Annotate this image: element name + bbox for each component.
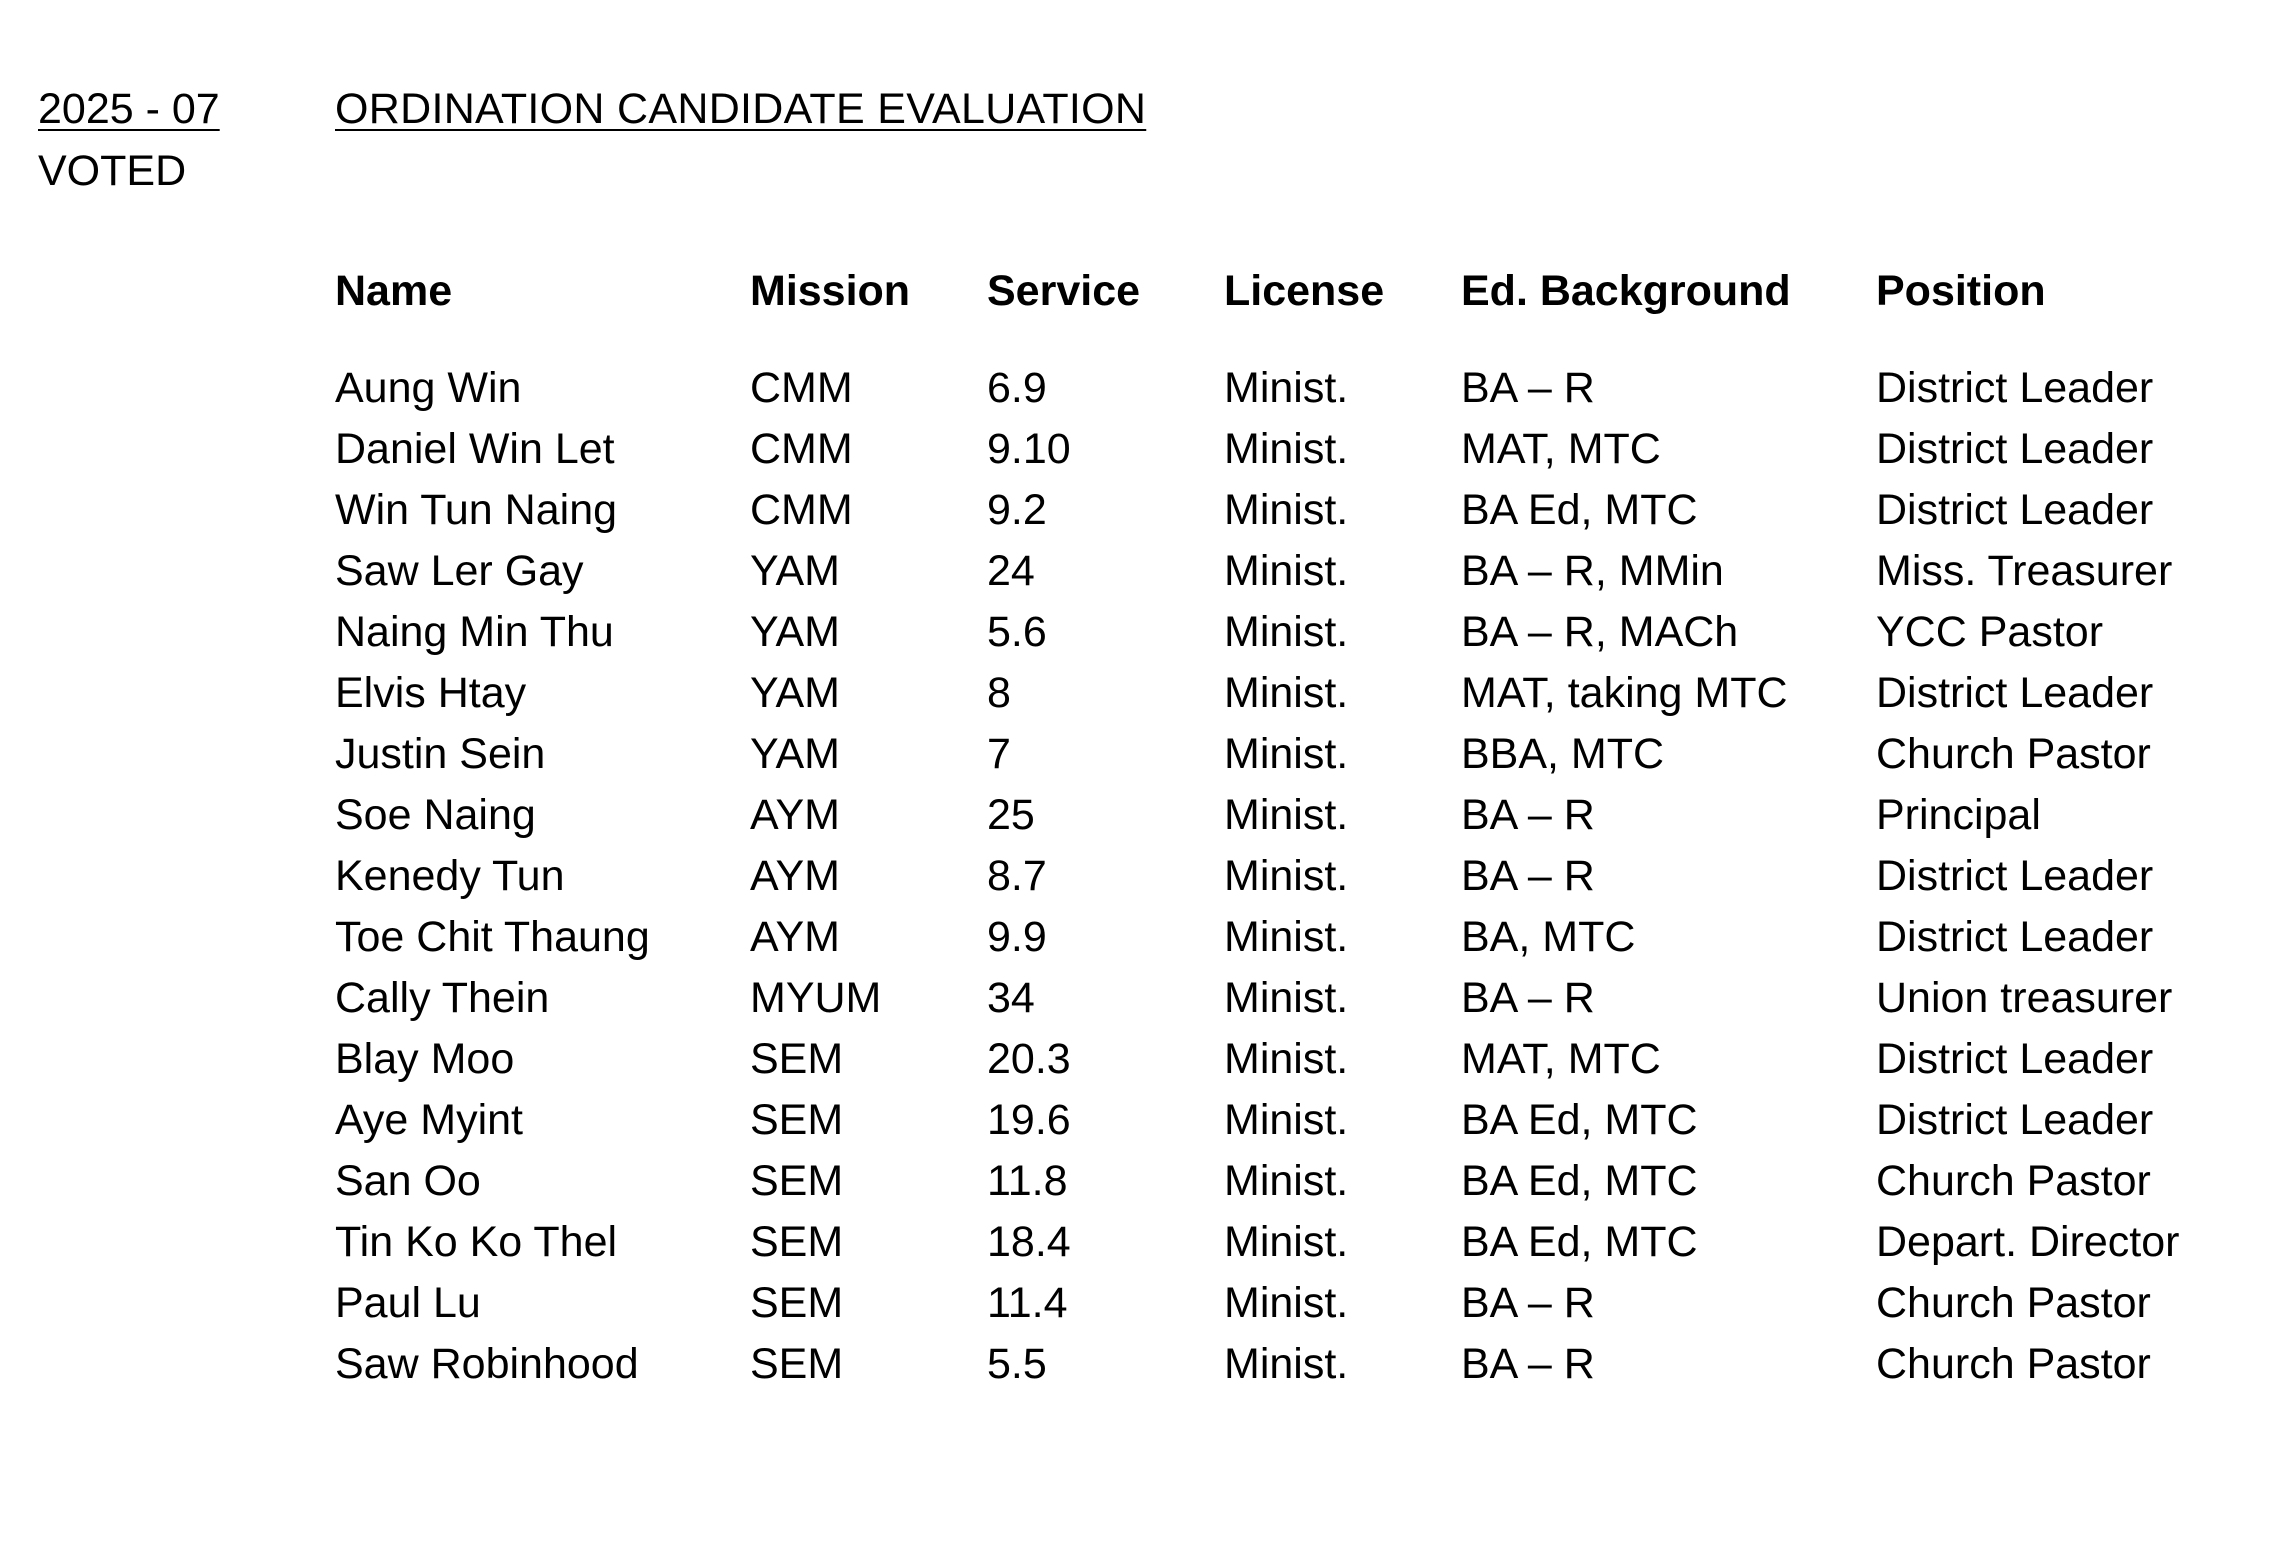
candidate-position: Church Pastor <box>1876 730 2151 778</box>
candidate-mission: YAM <box>750 547 840 595</box>
table-row <box>335 663 2236 724</box>
candidate-position: Principal <box>1876 791 2041 839</box>
table-row <box>335 1273 2236 1334</box>
candidate-ed-background: BA Ed, MTC <box>1461 486 1698 534</box>
candidate-name: San Oo <box>335 1157 481 1205</box>
candidate-license: Minist. <box>1224 1340 1349 1388</box>
candidate-service: 25 <box>987 791 1035 839</box>
table-row <box>335 480 2236 541</box>
candidate-service: 11.8 <box>987 1157 1068 1205</box>
candidate-ed-background: BA Ed, MTC <box>1461 1157 1698 1205</box>
candidate-position: Union treasurer <box>1876 974 2173 1022</box>
candidate-license: Minist. <box>1224 1035 1349 1083</box>
candidate-license: Minist. <box>1224 852 1349 900</box>
candidate-mission: CMM <box>750 486 853 534</box>
candidate-service: 8.7 <box>987 852 1047 900</box>
action-status: VOTED <box>38 147 187 195</box>
candidate-position: District Leader <box>1876 852 2154 900</box>
candidate-position: District Leader <box>1876 486 2154 534</box>
candidate-name: Tin Ko Ko Thel <box>335 1218 618 1266</box>
candidate-mission: YAM <box>750 608 840 656</box>
candidate-ed-background: MAT, taking MTC <box>1461 669 1788 717</box>
table-row <box>335 1029 2236 1090</box>
candidate-name: Kenedy Tun <box>335 852 565 900</box>
candidate-mission: AYM <box>750 852 840 900</box>
candidate-name: Daniel Win Let <box>335 425 615 473</box>
action-reference <box>38 78 220 202</box>
candidate-name: Cally Thein <box>335 974 550 1022</box>
candidate-name: Soe Naing <box>335 791 536 839</box>
candidate-service: 8 <box>987 669 1011 717</box>
candidate-license: Minist. <box>1224 425 1349 473</box>
candidate-license: Minist. <box>1224 669 1349 717</box>
candidate-license: Minist. <box>1224 791 1349 839</box>
candidate-mission: CMM <box>750 425 853 473</box>
candidate-position: District Leader <box>1876 425 2154 473</box>
table-header-row <box>335 260 2236 322</box>
table-row <box>335 724 2236 785</box>
candidate-ed-background: BA, MTC <box>1461 913 1636 961</box>
candidate-mission: SEM <box>750 1096 844 1144</box>
table-row <box>335 602 2236 663</box>
table-row <box>335 1090 2236 1151</box>
candidate-service: 5.6 <box>987 608 1047 656</box>
candidate-position: YCC Pastor <box>1876 608 2104 656</box>
candidate-ed-background: MAT, MTC <box>1461 425 1661 473</box>
candidate-license: Minist. <box>1224 1279 1349 1327</box>
candidate-service: 11.4 <box>987 1279 1068 1327</box>
candidate-mission: CMM <box>750 364 853 412</box>
candidate-service: 24 <box>987 547 1035 595</box>
candidate-ed-background: BA – R <box>1461 852 1595 900</box>
candidate-license: Minist. <box>1224 913 1349 961</box>
candidate-mission: YAM <box>750 669 840 717</box>
candidate-license: Minist. <box>1224 1096 1349 1144</box>
table-row <box>335 785 2236 846</box>
candidate-license: Minist. <box>1224 486 1349 534</box>
candidate-ed-background: BA – R <box>1461 974 1595 1022</box>
candidate-service: 18.4 <box>987 1218 1071 1266</box>
candidate-ed-background: BA – R <box>1461 791 1595 839</box>
candidate-ed-background: BA Ed, MTC <box>1461 1096 1698 1144</box>
candidate-service: 9.9 <box>987 913 1047 961</box>
candidate-position: Church Pastor <box>1876 1340 2151 1388</box>
candidate-service: 6.9 <box>987 364 1047 412</box>
candidate-name: Elvis Htay <box>335 669 527 717</box>
column-header-mission: Mission <box>750 267 911 315</box>
table-row <box>335 358 2236 419</box>
candidate-name: Naing Min Thu <box>335 608 614 656</box>
candidate-license: Minist. <box>1224 608 1349 656</box>
header-spacer <box>335 322 2236 358</box>
candidate-license: Minist. <box>1224 547 1349 595</box>
candidate-name: Justin Sein <box>335 730 546 778</box>
candidate-name: Paul Lu <box>335 1279 481 1327</box>
table-row <box>335 419 2236 480</box>
candidate-license: Minist. <box>1224 974 1349 1022</box>
candidate-mission: MYUM <box>750 974 882 1022</box>
table-row <box>335 907 2236 968</box>
candidate-position: District Leader <box>1876 669 2154 717</box>
candidate-mission: YAM <box>750 730 840 778</box>
candidate-name: Saw Robinhood <box>335 1340 639 1388</box>
candidate-mission: AYM <box>750 913 840 961</box>
candidate-service: 5.5 <box>987 1340 1047 1388</box>
candidate-ed-background: BA – R, MMin <box>1461 547 1724 595</box>
candidate-ed-background: BBA, MTC <box>1461 730 1665 778</box>
candidate-ed-background: BA – R <box>1461 1279 1595 1327</box>
candidate-service: 34 <box>987 974 1035 1022</box>
candidate-service: 9.10 <box>987 425 1071 473</box>
candidate-position: District Leader <box>1876 1035 2154 1083</box>
candidate-ed-background: BA – R <box>1461 1340 1595 1388</box>
table-row <box>335 968 2236 1029</box>
candidate-service: 9.2 <box>987 486 1047 534</box>
candidate-position: Church Pastor <box>1876 1279 2151 1327</box>
candidate-name: Aung Win <box>335 364 522 412</box>
candidate-ed-background: BA – R <box>1461 364 1595 412</box>
column-header-license: License <box>1224 267 1385 315</box>
candidate-license: Minist. <box>1224 730 1349 778</box>
table-row <box>335 846 2236 907</box>
table-row <box>335 1151 2236 1212</box>
candidate-name: Aye Myint <box>335 1096 523 1144</box>
candidate-license: Minist. <box>1224 1218 1349 1266</box>
candidate-mission: SEM <box>750 1035 844 1083</box>
candidate-mission: SEM <box>750 1157 844 1205</box>
candidate-position: District Leader <box>1876 913 2154 961</box>
table-row <box>335 1212 2236 1273</box>
candidate-rows <box>335 358 2236 1395</box>
candidate-mission: SEM <box>750 1279 844 1327</box>
candidate-name: Win Tun Naing <box>335 486 618 534</box>
candidate-service: 19.6 <box>987 1096 1071 1144</box>
candidate-position: Miss. Treasurer <box>1876 547 2173 595</box>
candidate-position: Church Pastor <box>1876 1157 2151 1205</box>
candidate-position: District Leader <box>1876 364 2154 412</box>
candidate-name: Blay Moo <box>335 1035 515 1083</box>
candidate-ed-background: BA Ed, MTC <box>1461 1218 1698 1266</box>
column-header-name: Name <box>335 267 453 315</box>
candidate-ed-background: BA – R, MACh <box>1461 608 1739 656</box>
table-row <box>335 541 2236 602</box>
candidate-mission: AYM <box>750 791 840 839</box>
candidate-name: Saw Ler Gay <box>335 547 584 595</box>
candidate-service: 7 <box>987 730 1011 778</box>
column-header-position: Position <box>1876 267 2046 315</box>
candidate-service: 20.3 <box>987 1035 1071 1083</box>
candidate-license: Minist. <box>1224 1157 1349 1205</box>
candidates-table <box>335 260 2236 1395</box>
action-number: 2025 - 07 <box>38 85 220 133</box>
candidate-ed-background: MAT, MTC <box>1461 1035 1661 1083</box>
column-header-ed-background: Ed. Background <box>1461 267 1791 315</box>
table-row <box>335 1334 2236 1395</box>
candidate-name: Toe Chit Thaung <box>335 913 650 961</box>
document-title: ORDINATION CANDIDATE EVALUATION <box>335 85 1147 133</box>
candidate-position: Depart. Director <box>1876 1218 2180 1266</box>
candidate-position: District Leader <box>1876 1096 2154 1144</box>
candidate-mission: SEM <box>750 1340 844 1388</box>
candidate-license: Minist. <box>1224 364 1349 412</box>
column-header-service: Service <box>987 267 1141 315</box>
candidate-mission: SEM <box>750 1218 844 1266</box>
